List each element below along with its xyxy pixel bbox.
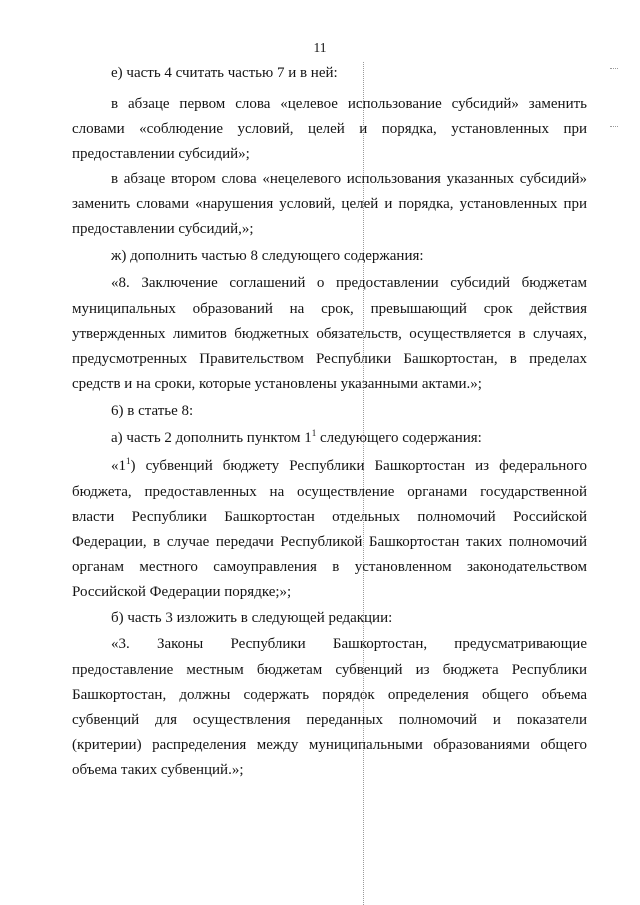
text-line: в абзаце первом слова «целевое использование субсидий» заменить xyxy=(111,96,587,112)
superscript: 1 xyxy=(126,456,131,466)
superscript: 1 xyxy=(311,428,317,438)
text-line xyxy=(111,429,482,447)
text-line: Башкортостан, должны содержать порядок определения общего объема xyxy=(72,687,587,703)
text-line: предусмотренных Правительством Республики Башкортостан, в пределах xyxy=(72,351,587,367)
text-line: словами «соблюдение условий, целей и порядка, установленных при xyxy=(72,121,587,137)
text-line: бюджета, предоставленных на осуществление органами государственной xyxy=(72,484,587,500)
text-line: объема таких субвенций.»; xyxy=(72,762,244,778)
text-line: органам местного самоуправления в установленном законодательством xyxy=(72,559,587,575)
scan-margin-mark xyxy=(610,68,618,69)
text-line: предоставление местным бюджетам субвенций из бюджета Республики xyxy=(72,662,587,678)
scan-margin-mark xyxy=(610,126,618,127)
text-line xyxy=(111,457,587,475)
text-line: субвенций для осуществления переданных полномочий и показатели xyxy=(72,712,587,728)
text-line: утвержденных лимитов бюджетных обязательств, осуществляется в случаях, xyxy=(72,326,587,342)
text-line: е) часть 4 считать частью 7 и в ней: xyxy=(111,65,338,81)
text-line: средств и на сроки, которые установлены указанными актами.»; xyxy=(72,376,482,392)
text-line: 6) в статье 8: xyxy=(111,403,194,419)
text-line: (критерии) распределения между муниципальными образованиями общего xyxy=(72,737,587,753)
text-line: заменить словами «нарушения условий, целей и порядка, установленных при xyxy=(72,196,587,212)
text-line: предоставлении субсидий»; xyxy=(72,146,250,162)
text-line: «8. Заключение соглашений о предоставлении субсидий бюджетам xyxy=(111,275,587,291)
page-number: 11 xyxy=(313,40,327,55)
text-line: Российской Федерации порядке;»; xyxy=(72,584,292,600)
text-line: Федерации, в случае передачи Республикой Башкортостан таких полномочий xyxy=(72,534,587,550)
text-line: в абзаце втором слова «нецелевого использования указанных субсидий» xyxy=(111,171,587,187)
text-line: ж) дополнить частью 8 следующего содержания: xyxy=(111,248,424,264)
text-line: муниципальных образований на срок, превышающий срок действия xyxy=(72,301,587,317)
text-span: ) субвенций бюджету Республики Башкортостан из федерального xyxy=(130,458,587,474)
text-line: б) часть 3 изложить в следующей редакции: xyxy=(111,610,393,626)
text-line: предоставлении субсидий,»; xyxy=(72,221,254,237)
text-line: власти Республики Башкортостан отдельных полномочий Российской xyxy=(72,509,587,525)
text-span: а) часть 2 дополнить пунктом 1 xyxy=(111,430,312,446)
text-span: следующего содержания: xyxy=(316,430,482,446)
text-span: «1 xyxy=(111,458,126,474)
text-line: «3. Законы Республики Башкортостан, предусматривающие xyxy=(111,636,587,652)
